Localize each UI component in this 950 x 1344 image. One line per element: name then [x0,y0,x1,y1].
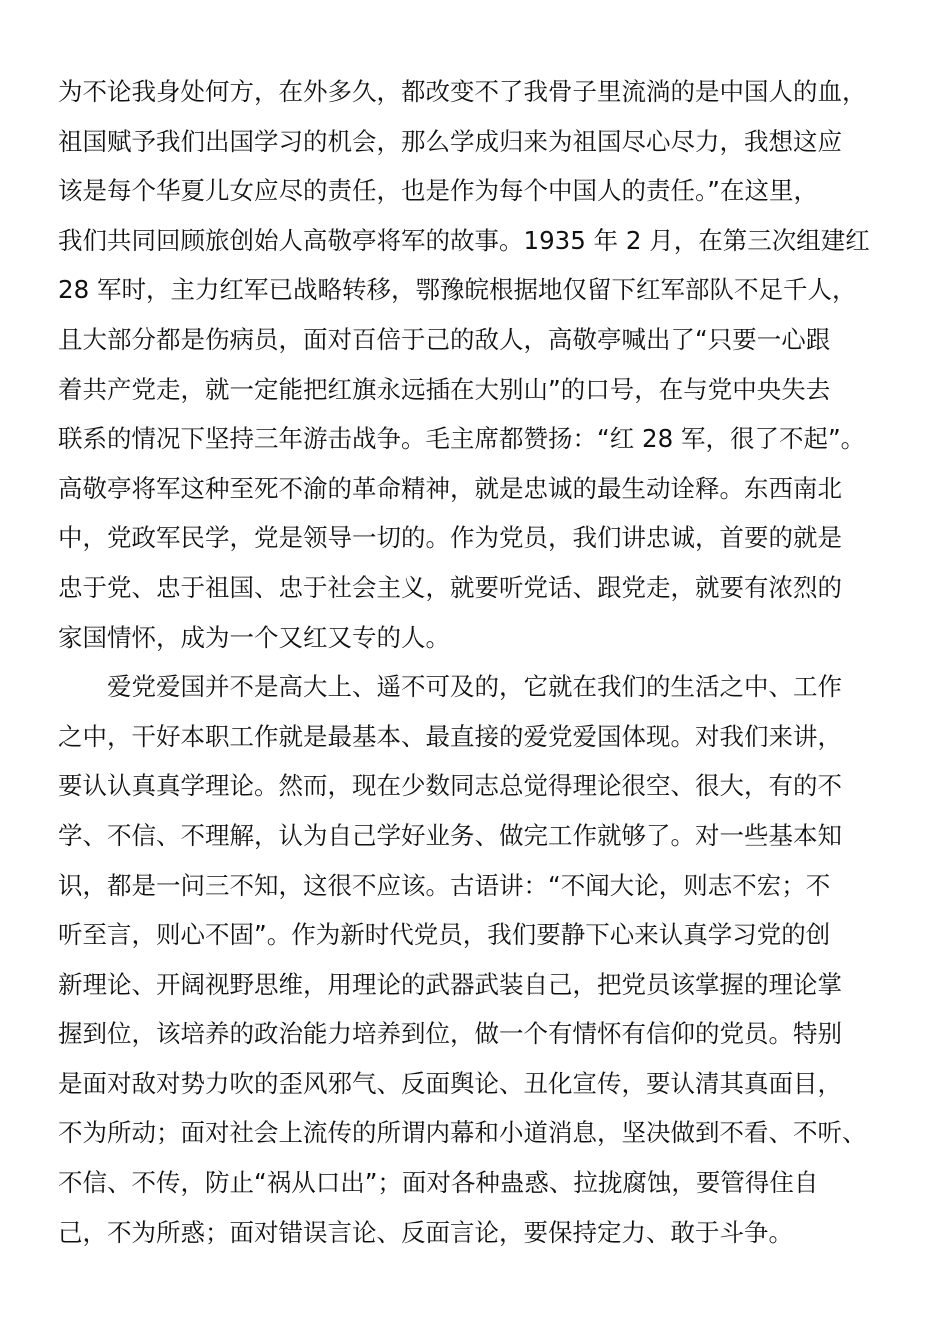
text-line-9: 高敬亭将军这种至死不渝的革命精神，就是忠诚的最生动诠释。东西南北 [58,473,842,503]
text-line-16: 学、不信、不理解，认为自己学好业务、做完工作就够了。对一些基本知 [58,820,842,850]
text-line-21: 是面对敌对势力吹的歪风邪气、反面舆论、丑化宣传，要认清其真面目， [58,1068,842,1098]
text-line-22: 不为所动；面对社会上流传的所谓内幕和小道消息，坚决做到不看、不听、 [58,1118,867,1148]
text-line-14: 之中，干好本职工作就是最基本、最直接的爱党爱国体现。对我们来讲， [58,721,842,751]
text-line-4: 我们共同回顾旅创始人高敬亭将军的故事。1935 年 2 月，在第三次组建红 [58,225,870,255]
text-line-18: 听至言，则心不固”。作为新时代党员，我们要静下心来认真学习党的创 [58,920,831,950]
text-line-10: 中，党政军民学，党是领导一切的。作为党员，我们讲忠诚，首要的就是 [58,523,842,553]
text-line-3: 该是每个华夏儿女应尽的责任，也是作为每个中国人的责任。”在这里， [58,176,818,206]
text-line-5: 28 军时，主力红军已战略转移，鄂豫皖根据地仅留下红军部队不足千人， [58,275,857,305]
text-line-8: 联系的情况下坚持三年游击战争。毛主席都赞扬：“红 28 军，很了不起”。 [58,424,866,454]
text-line-15: 要认认真真学理论。然而，现在少数同志总觉得理论很空、很大，有的不 [58,771,842,801]
text-line-6: 且大部分都是伤病员，面对百倍于己的敌人，高敬亭喊出了“只要一心跟 [58,324,831,354]
text-line-1: 为不论我身处何方，在外多久，都改变不了我骨子里流淌的是中国人的血， [58,77,867,106]
text-line-7: 着共产党走，就一定能把红旗永远插在大别山”的口号，在与党中央失去 [58,374,831,404]
text-line-19: 新理论、开阔视野思维，用理论的武器武装自己，把党员该掌握的理论掌 [58,969,842,999]
text-line-12: 家国情怀，成为一个又红又专的人。 [58,622,450,652]
text-line-13: 爱党爱国并不是高大上、遥不可及的，它就在我们的生活之中、工作 [58,672,842,702]
text-line-11: 忠于党、忠于祖国、忠于社会主义，就要听党话、跟党走，就要有浓烈的 [58,572,842,602]
text-line-23: 不信、不传，防止“祸从口出”；面对各种蛊惑、拉拢腐蚀，要管得住自 [58,1168,819,1198]
text-line-24: 己，不为所惑；面对错误言论、反面言论，要保持定力、敢于斗争。 [58,1217,793,1247]
text-line-17: 识，都是一问三不知，这很不应该。古语讲：“不闻大论，则志不宏；不 [58,870,831,900]
body-text [58,67,898,1257]
text-line-2: 祖国赋予我们出国学习的机会，那么学成归来为祖国尽心尽力，我想这应 [58,126,842,156]
text-line-20: 握到位，该培养的政治能力培养到位，做一个有情怀有信仰的党员。特别 [58,1019,842,1049]
